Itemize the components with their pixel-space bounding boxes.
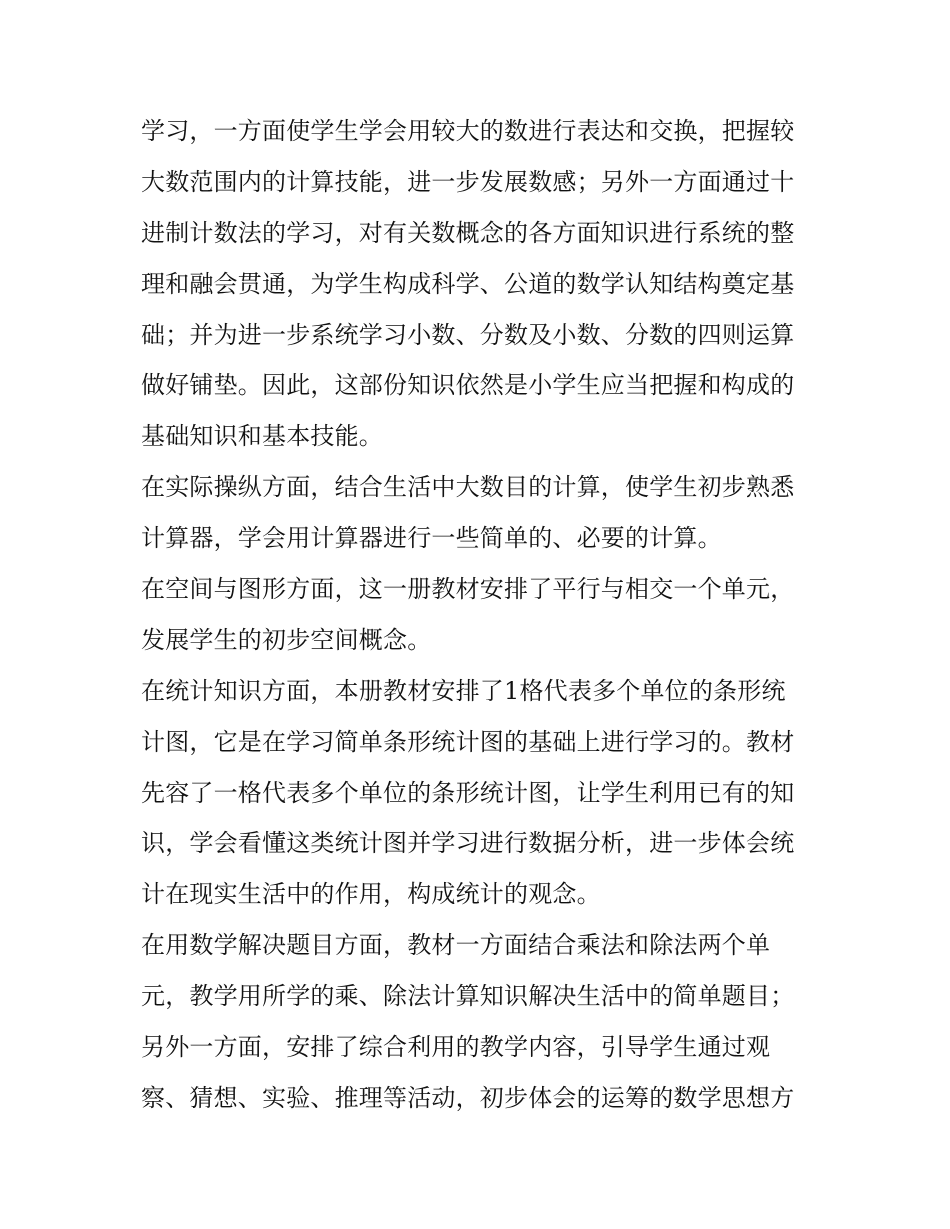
text-line: 理和融会贯通，为学生构成科学、公道的数学认知结构奠定基 [141,269,795,298]
text-line: 在空间与图形方面，这一册教材安排了平行与相交一个单元， [141,575,795,604]
text-line: 做好铺垫。因此，这部份知识依然是小学生应当把握和构成的 [141,371,795,400]
text-line: 础；并为进一步系统学习小数、分数及小数、分数的四则运算 [141,320,795,349]
text-line: 在统计知识方面，本册教材安排了1格代表多个单位的条形统 [141,676,786,705]
text-line: 元，教学用所学的乘、除法计算知识解决生活中的简单题目； [141,982,795,1011]
text-line: 先容了一格代表多个单位的条形统计图，让学生利用已有的知 [141,778,795,807]
text-line: 识，学会看懂这类统计图并学习进行数据分析，进一步体会统 [141,829,795,858]
text-line: 大数范围内的计算技能，进一步发展数感；另外一方面通过十 [141,167,795,196]
text-line: 在实际操纵方面，结合生活中大数目的计算，使学生初步熟悉 [141,473,795,502]
text-line: 计图，它是在学习简单条形统计图的基础上进行学习的。教材 [141,727,795,756]
text-line: 另外一方面，安排了综合利用的教学内容，引导学生通过观 [141,1033,771,1062]
text-line: 进制计数法的学习，对有关数概念的各方面知识进行系统的整 [141,218,795,247]
text-line: 计算器，学会用计算器进行一些简单的、必要的计算。 [141,524,722,553]
text-line: 学习，一方面使学生学会用较大的数进行表达和交换，把握较 [141,117,795,145]
text-line: 察、猜想、实验、推理等活动，初步体会的运筹的数学思想方 [141,1083,795,1112]
text-line: 基础知识和基本技能。 [141,422,383,451]
text-line: 计在现实生活中的作用，构成统计的观念。 [141,880,601,909]
body-text [141,106,821,1124]
text-line: 在用数学解决题目方面，教材一方面结合乘法和除法两个单 [141,931,771,960]
text-line: 发展学生的初步空间概念。 [141,625,432,654]
